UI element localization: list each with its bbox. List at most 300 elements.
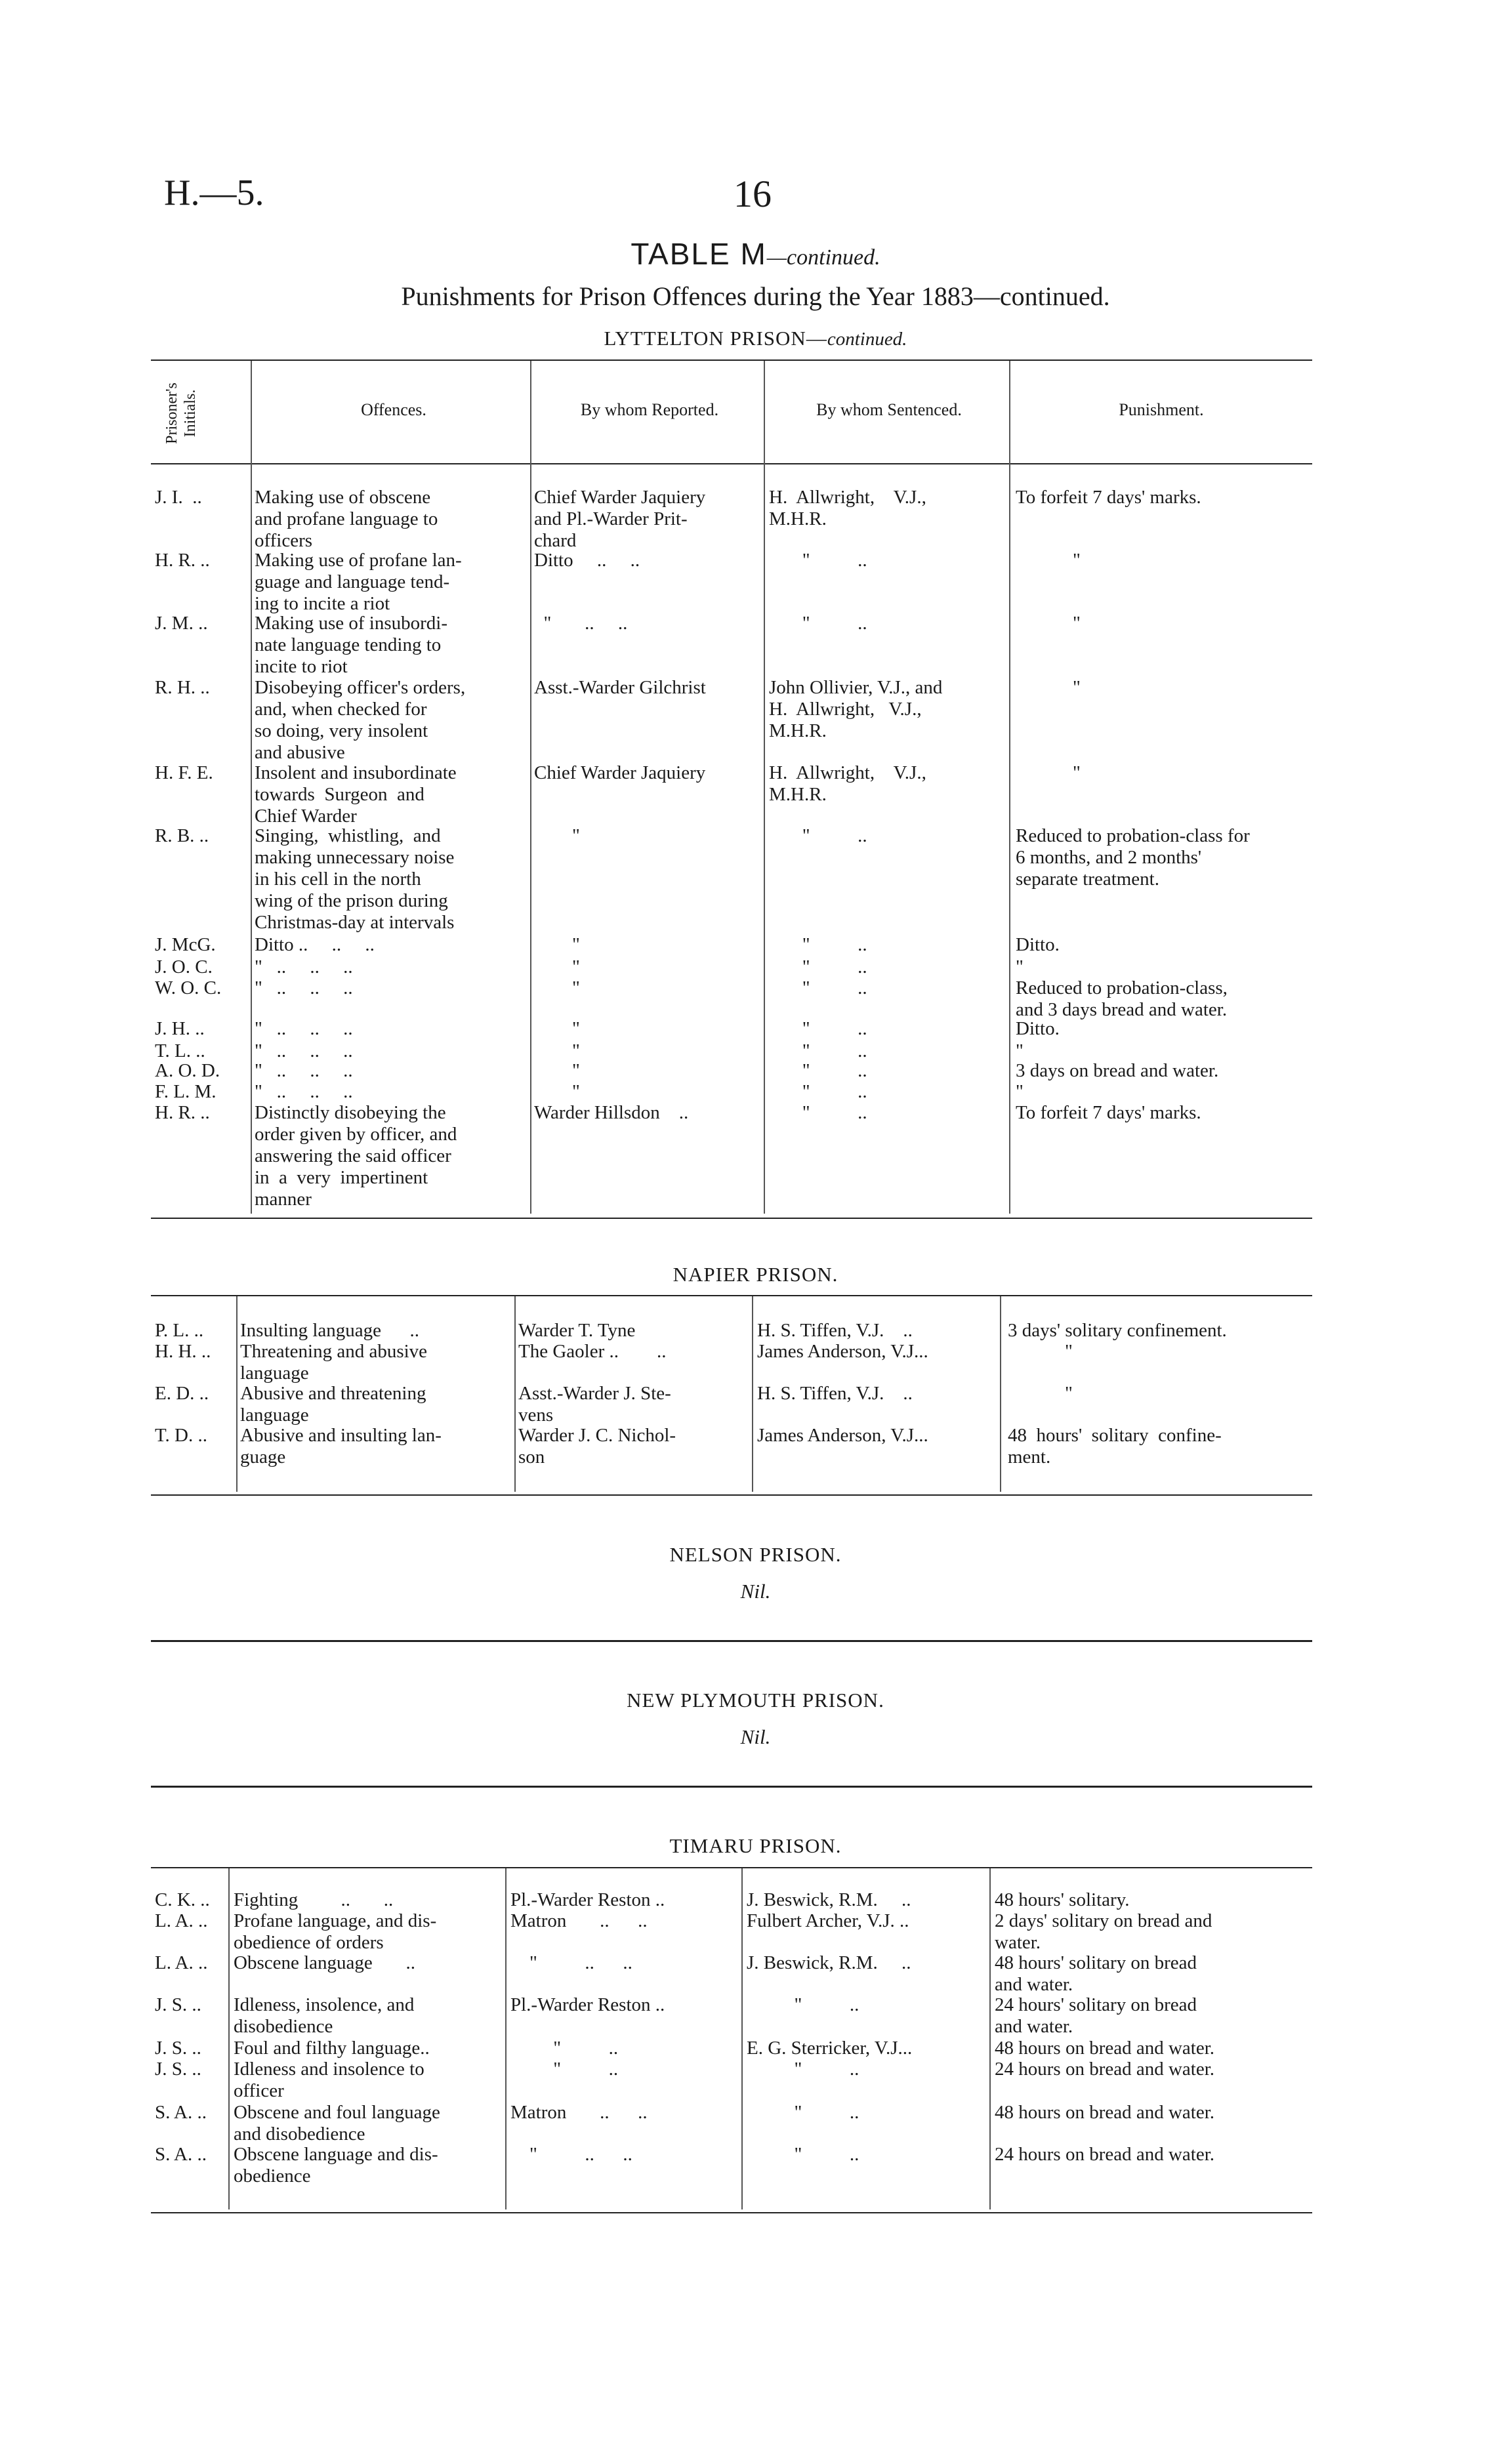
cell-sentenced	[747, 1889, 987, 1911]
napier-prison-heading: NAPIER PRISON.	[673, 1263, 838, 1286]
cell-line: officers	[255, 530, 313, 551]
cell-line: Warder J. C. Nichol-	[518, 1425, 676, 1446]
cell-line: Obscene language and dis-	[234, 2144, 438, 2165]
cell-line: " ..	[769, 1060, 867, 1081]
cell-line: making unnecessary noise	[255, 847, 455, 868]
cell-reported	[518, 1341, 751, 1363]
cell-line: guage and language tend-	[255, 571, 450, 592]
cell-line: Warder Hillsdon ..	[534, 1102, 689, 1123]
cell-line: Pl.-Warder Reston ..	[510, 1889, 665, 1910]
cell-offence	[255, 1102, 529, 1210]
cell-punishment	[1016, 934, 1311, 956]
cell-line: and water.	[995, 1974, 1073, 1995]
cell-line: Idleness, insolence, and	[234, 1994, 415, 2015]
cell-line: 3 days on bread and water.	[1016, 1060, 1219, 1081]
cell-initials: T. D. ..	[155, 1425, 208, 1446]
cell-line: "	[1008, 1383, 1073, 1404]
cell-line: guage	[240, 1447, 286, 1468]
cell-line: " ..	[747, 1994, 859, 2015]
lyttelton-col-divider	[530, 361, 531, 1214]
cell-reported	[534, 977, 762, 999]
cell-line: and water.	[995, 2016, 1073, 2037]
cell-punishment	[1016, 1081, 1311, 1103]
cell-line: Pl.-Warder Reston ..	[510, 1994, 665, 2015]
cell-line: "	[534, 1018, 580, 1039]
cell-initials: W. O. C.	[155, 977, 222, 998]
cell-reported	[510, 2038, 740, 2059]
cell-line: James Anderson, V.J...	[757, 1425, 928, 1446]
cell-punishment	[1016, 1060, 1311, 1082]
table-title-main: TABLE M	[631, 237, 767, 271]
cell-line: "	[534, 1060, 580, 1081]
cell-punishment	[1008, 1341, 1310, 1363]
timaru-top-rule	[151, 1867, 1312, 1868]
cell-line: E. G. Sterricker, V.J...	[747, 2038, 913, 2059]
cell-offence	[255, 977, 529, 999]
cell-initials: C. K. ..	[155, 1889, 210, 1910]
cell-punishment	[995, 2144, 1303, 2166]
cell-line: Warder T. Tyne	[518, 1320, 636, 1341]
cell-line: Foul and filthy language..	[234, 2038, 430, 2059]
page-number: 16	[734, 173, 772, 215]
cell-reported	[510, 1910, 740, 1932]
cell-line: " .. ..	[534, 613, 628, 634]
cell-punishment	[1008, 1425, 1310, 1468]
cell-line: "	[1016, 613, 1081, 634]
cell-sentenced	[769, 934, 1006, 956]
cell-line: son	[518, 1447, 545, 1468]
cell-offence	[240, 1425, 513, 1468]
nelson-prison-heading: NELSON PRISON.	[669, 1543, 842, 1566]
cell-initials: S. A. ..	[155, 2102, 207, 2123]
timaru-col-divider	[989, 1868, 991, 2209]
cell-reported	[518, 1425, 751, 1468]
cell-line: " ..	[510, 2059, 619, 2080]
cell-line: " ..	[769, 1081, 867, 1102]
cell-sentenced	[769, 1081, 1006, 1103]
table-title-continued: —continued.	[766, 245, 880, 270]
cell-line: H. Allwright, V.J.,	[769, 762, 926, 783]
lyttelton-prison-name: LYTTELTON PRISON—	[604, 327, 827, 350]
cell-line: 48 hours' solitary on bread	[995, 1952, 1197, 1973]
report-code: H.—5.	[164, 173, 264, 213]
cell-line: Abusive and insulting lan-	[240, 1425, 442, 1446]
cell-offence	[234, 1994, 504, 2038]
cell-line: "	[534, 1040, 580, 1061]
cell-line: " ..	[769, 977, 867, 998]
cell-punishment	[995, 1994, 1303, 2038]
cell-line: and, when checked for	[255, 699, 427, 720]
cell-sentenced	[747, 2102, 987, 2124]
cell-sentenced	[769, 1040, 1006, 1062]
col-head-offences: Offences.	[361, 400, 426, 419]
cell-line: 48 hours' solitary confine-	[1008, 1425, 1222, 1446]
timaru-prison-heading: TIMARU PRISON.	[669, 1834, 842, 1857]
cell-line: " ..	[769, 934, 867, 955]
cell-line: and disobedience	[234, 2124, 365, 2145]
cell-line: answering the said officer	[255, 1145, 451, 1166]
cell-line: To forfeit 7 days' marks.	[1016, 487, 1201, 508]
cell-line: " ..	[769, 1102, 867, 1123]
cell-line: towards Surgeon and	[255, 784, 424, 805]
cell-line: Idleness and insolence to	[234, 2059, 424, 2080]
cell-line: " .. .. ..	[255, 1060, 353, 1081]
cell-line: " ..	[769, 1040, 867, 1061]
header-bottom-rule	[151, 463, 1312, 464]
col-head-initials: Prisoner's Initials.	[163, 382, 199, 444]
nelson-bottom-rule	[151, 1640, 1312, 1642]
cell-initials: L. A. ..	[155, 1910, 208, 1931]
cell-line: obedience	[234, 2166, 311, 2187]
cell-line: " ..	[769, 956, 867, 977]
cell-line: John Ollivier, V.J., and	[769, 677, 943, 698]
cell-line: Chief Warder Jaquiery	[534, 487, 706, 508]
cell-line: Threatening and abusive	[240, 1341, 428, 1362]
cell-punishment	[995, 1889, 1303, 1911]
cell-offence	[255, 934, 529, 956]
cell-line: James Anderson, V.J...	[757, 1341, 928, 1362]
cell-initials: J. S. ..	[155, 1994, 201, 2015]
cell-punishment	[995, 1910, 1303, 1954]
cell-line: " ..	[510, 2038, 619, 2059]
cell-line: language	[240, 1363, 309, 1384]
lyttelton-bottom-rule	[151, 1218, 1312, 1219]
cell-punishment	[1016, 977, 1311, 1021]
cell-line: Asst.-Warder J. Ste-	[518, 1383, 671, 1404]
cell-punishment	[1016, 956, 1311, 978]
cell-line: and abusive	[255, 742, 345, 763]
cell-line: Insolent and insubordinate	[255, 762, 457, 783]
cell-reported	[534, 1060, 762, 1082]
cell-line: " ..	[769, 613, 867, 634]
cell-offence	[255, 1060, 529, 1082]
cell-initials: T. L. ..	[155, 1040, 205, 1061]
cell-line: Ditto.	[1016, 934, 1060, 955]
cell-offence	[255, 613, 529, 678]
cell-sentenced	[769, 1102, 1006, 1124]
cell-line: Matron .. ..	[510, 1910, 648, 1931]
cell-line: and 3 days bread and water.	[1016, 999, 1228, 1020]
cell-initials: A. O. D.	[155, 1060, 220, 1081]
cell-punishment	[1016, 1040, 1311, 1062]
cell-line: To forfeit 7 days' marks.	[1016, 1102, 1201, 1123]
col-head-punishment: Punishment.	[1119, 400, 1204, 419]
cell-line: The Gaoler .. ..	[518, 1341, 667, 1362]
cell-offence	[234, 2102, 504, 2145]
new-plymouth-bottom-rule	[151, 1786, 1312, 1788]
cell-sentenced	[757, 1320, 997, 1342]
cell-sentenced	[769, 977, 1006, 999]
lyttelton-col-divider	[1009, 361, 1010, 1214]
nelson-status: Nil.	[740, 1580, 771, 1603]
cell-offence	[255, 825, 529, 934]
cell-line: separate treatment.	[1016, 869, 1159, 890]
cell-offence	[234, 1952, 504, 1974]
cell-offence	[255, 1018, 529, 1040]
cell-line: H. Allwright, V.J.,	[769, 699, 922, 720]
cell-punishment	[995, 1952, 1303, 1996]
cell-offence	[255, 677, 529, 764]
cell-line: " ..	[769, 825, 867, 846]
cell-initials: H. H. ..	[155, 1341, 211, 1362]
cell-line: 48 hours on bread and water.	[995, 2038, 1215, 2059]
cell-offence	[255, 550, 529, 615]
cell-line: Reduced to probation-class for	[1016, 825, 1250, 846]
cell-line: Matron .. ..	[510, 2102, 648, 2123]
cell-offence	[240, 1383, 513, 1426]
cell-line: "	[534, 934, 580, 955]
cell-punishment	[1016, 613, 1311, 634]
napier-col-divider	[752, 1296, 753, 1492]
cell-sentenced	[769, 1018, 1006, 1040]
cell-line: M.H.R.	[769, 784, 827, 805]
cell-line: "	[1016, 1081, 1024, 1102]
cell-line: in his cell in the north	[255, 869, 421, 890]
cell-line: manner	[255, 1189, 312, 1210]
cell-line: obedience of orders	[234, 1932, 384, 1953]
cell-initials: S. A. ..	[155, 2144, 207, 2165]
cell-sentenced	[769, 677, 1006, 742]
cell-line: "	[1016, 550, 1081, 571]
cell-punishment	[995, 2038, 1303, 2059]
cell-reported	[534, 762, 762, 784]
cell-sentenced	[747, 2144, 987, 2166]
cell-punishment	[1016, 1102, 1311, 1124]
cell-punishment	[1016, 825, 1311, 890]
cell-line: Singing, whistling, and	[255, 825, 441, 846]
napier-col-divider	[1000, 1296, 1001, 1492]
cell-line: H. S. Tiffen, V.J. ..	[757, 1320, 913, 1341]
cell-line: language	[240, 1405, 309, 1426]
cell-line: "	[1016, 762, 1081, 783]
cell-offence	[240, 1341, 513, 1384]
cell-line: J. Beswick, R.M. ..	[747, 1889, 911, 1910]
cell-line: Making use of profane lan-	[255, 550, 462, 571]
cell-line: in a very impertinent	[255, 1167, 428, 1188]
cell-initials: J. I. ..	[155, 487, 202, 508]
cell-line: " .. .. ..	[255, 956, 353, 977]
cell-reported	[534, 825, 762, 847]
header-top-rule	[151, 359, 1312, 361]
cell-punishment	[1016, 487, 1311, 508]
timaru-col-divider	[741, 1868, 743, 2209]
new-plymouth-status: Nil.	[740, 1725, 771, 1748]
cell-line: wing of the prison during	[255, 890, 448, 911]
cell-line: Ditto .. ..	[534, 550, 640, 571]
cell-line: officer	[234, 2080, 284, 2101]
cell-offence	[234, 1910, 504, 1954]
cell-line: water.	[995, 1932, 1041, 1953]
cell-sentenced	[757, 1425, 997, 1447]
cell-sentenced	[747, 1952, 987, 1974]
cell-line: 48 hours' solitary.	[995, 1889, 1130, 1910]
cell-initials: H. R. ..	[155, 550, 210, 571]
cell-offence	[255, 487, 529, 552]
cell-sentenced	[769, 762, 1006, 806]
new-plymouth-prison-heading: NEW PLYMOUTH PRISON.	[627, 1689, 884, 1712]
cell-punishment	[1008, 1383, 1310, 1405]
cell-line: nate language tending to	[255, 634, 442, 655]
cell-line: " ..	[747, 2059, 859, 2080]
cell-initials: L. A. ..	[155, 1952, 208, 1973]
cell-line: M.H.R.	[769, 508, 827, 529]
cell-line: 2 days' solitary on bread and	[995, 1910, 1212, 1931]
cell-reported	[510, 2059, 740, 2080]
cell-reported	[534, 613, 762, 634]
cell-sentenced	[757, 1383, 997, 1405]
cell-offence	[234, 2144, 504, 2187]
cell-sentenced	[747, 1994, 987, 2016]
cell-reported	[510, 1994, 740, 2016]
cell-reported	[510, 1952, 740, 1974]
cell-punishment	[995, 2102, 1303, 2124]
cell-offence	[255, 1040, 529, 1062]
timaru-col-divider	[228, 1868, 230, 2209]
cell-line: " ..	[769, 550, 867, 571]
cell-sentenced	[757, 1341, 997, 1363]
cell-reported	[510, 1889, 740, 1911]
cell-reported	[518, 1383, 751, 1426]
cell-line: H. Allwright, V.J.,	[769, 487, 926, 508]
cell-line: and Pl.-Warder Prit-	[534, 508, 688, 529]
cell-line: Chief Warder Jaquiery	[534, 762, 706, 783]
cell-line: Fulbert Archer, V.J. ..	[747, 1910, 909, 1931]
cell-line: Abusive and threatening	[240, 1383, 426, 1404]
cell-line: " .. .. ..	[255, 977, 353, 998]
cell-initials: J. S. ..	[155, 2059, 201, 2080]
cell-line: so doing, very insolent	[255, 720, 428, 741]
lyttelton-continued: continued.	[827, 329, 907, 350]
timaru-bottom-rule	[151, 2212, 1312, 2213]
cell-initials: H. R. ..	[155, 1102, 210, 1123]
cell-line: "	[1016, 677, 1081, 698]
cell-line: " .. ..	[510, 2144, 632, 2165]
cell-line: Making use of insubordi-	[255, 613, 447, 634]
lyttelton-col-divider	[764, 361, 765, 1214]
cell-line: "	[534, 977, 580, 998]
cell-reported	[534, 1018, 762, 1040]
cell-line: Reduced to probation-class,	[1016, 977, 1228, 998]
cell-line: Disobeying officer's orders,	[255, 677, 466, 698]
cell-initials: R. H. ..	[155, 677, 210, 698]
cell-line: incite to riot	[255, 656, 348, 677]
cell-sentenced	[747, 2059, 987, 2080]
lyttelton-col-divider	[251, 361, 252, 1214]
cell-line: vens	[518, 1405, 554, 1426]
cell-line: " .. .. ..	[255, 1081, 353, 1102]
cell-sentenced	[769, 825, 1006, 847]
cell-line: 24 hours on bread and water.	[995, 2059, 1215, 2080]
cell-sentenced	[747, 2038, 987, 2059]
cell-punishment	[1016, 677, 1311, 699]
cell-initials: J. S. ..	[155, 2038, 201, 2059]
cell-punishment	[1016, 762, 1311, 784]
cell-offence	[255, 1081, 529, 1103]
cell-line: order given by officer, and	[255, 1124, 457, 1145]
cell-line: " ..	[747, 2144, 859, 2165]
cell-line: Insulting language ..	[240, 1320, 420, 1341]
cell-reported	[534, 1102, 762, 1124]
cell-initials: J. McG.	[155, 934, 216, 955]
cell-punishment	[1016, 550, 1311, 571]
cell-sentenced	[769, 613, 1006, 634]
napier-bottom-rule	[151, 1494, 1312, 1496]
cell-sentenced	[769, 487, 1006, 530]
cell-initials: J. H. ..	[155, 1018, 205, 1039]
cell-initials: J. M. ..	[155, 613, 208, 634]
cell-reported	[534, 1081, 762, 1103]
cell-initials: H. F. E.	[155, 762, 213, 783]
cell-line: " .. .. ..	[255, 1040, 353, 1061]
cell-line: " ..	[769, 1018, 867, 1039]
cell-line: ment.	[1008, 1447, 1051, 1468]
cell-line: " ..	[747, 2102, 859, 2123]
cell-line: disobedience	[234, 2016, 333, 2037]
cell-line: Ditto.	[1016, 1018, 1060, 1039]
cell-line: 48 hours on bread and water.	[995, 2102, 1215, 2123]
cell-line: Asst.-Warder Gilchrist	[534, 677, 706, 698]
cell-line: Distinctly disobeying the	[255, 1102, 446, 1123]
cell-reported	[534, 934, 762, 956]
cell-initials: J. O. C.	[155, 956, 213, 977]
cell-offence	[255, 956, 529, 978]
cell-line: Christmas-day at intervals	[255, 912, 455, 933]
cell-line: "	[1008, 1341, 1073, 1362]
cell-line: 6 months, and 2 months'	[1016, 847, 1202, 868]
cell-line: " .. ..	[510, 1952, 632, 1973]
cell-offence	[240, 1320, 513, 1342]
cell-sentenced	[769, 550, 1006, 571]
cell-reported	[534, 550, 762, 571]
cell-reported	[534, 1040, 762, 1062]
cell-line: M.H.R.	[769, 720, 827, 741]
cell-line: Chief Warder	[255, 806, 357, 827]
lyttelton-prison-heading	[0, 327, 1511, 350]
cell-punishment	[1008, 1320, 1310, 1342]
cell-line: " .. .. ..	[255, 1018, 353, 1039]
cell-line: "	[534, 956, 580, 977]
cell-line: Fighting .. ..	[234, 1889, 394, 1910]
cell-line: Obscene language ..	[234, 1952, 416, 1973]
cell-offence	[234, 2059, 504, 2102]
cell-line: Making use of obscene	[255, 487, 431, 508]
cell-offence	[234, 1889, 504, 1911]
cell-line: "	[1016, 956, 1024, 977]
cell-initials: P. L. ..	[155, 1320, 204, 1341]
napier-col-divider	[236, 1296, 238, 1492]
cell-line: Profane language, and dis-	[234, 1910, 437, 1931]
cell-initials: E. D. ..	[155, 1383, 209, 1404]
table-subtitle: Punishments for Prison Offences during the Year 1883—continued.	[401, 281, 1110, 311]
cell-line: "	[534, 825, 580, 846]
cell-reported	[534, 487, 762, 552]
cell-line: 24 hours' solitary on bread	[995, 1994, 1197, 2015]
napier-top-rule	[151, 1295, 1312, 1296]
cell-line: chard	[534, 530, 577, 551]
cell-reported	[510, 2102, 740, 2124]
cell-line: ing to incite a riot	[255, 593, 390, 614]
cell-punishment	[1016, 1018, 1311, 1040]
cell-initials: F. L. M.	[155, 1081, 217, 1102]
cell-line: "	[1016, 1040, 1024, 1061]
cell-reported	[534, 677, 762, 699]
cell-sentenced	[747, 1910, 987, 1932]
napier-col-divider	[514, 1296, 516, 1492]
cell-sentenced	[769, 956, 1006, 978]
cell-offence	[234, 2038, 504, 2059]
table-title	[0, 236, 1511, 272]
cell-line: Ditto .. .. ..	[255, 934, 375, 955]
